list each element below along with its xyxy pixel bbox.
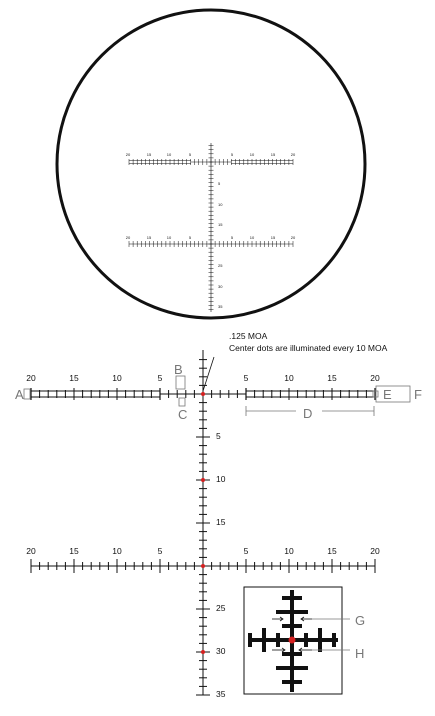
scope-h-label: 15 [270,152,276,157]
callout-a: A [15,387,24,402]
center-dot [201,392,205,396]
scope-h-label: 5 [188,152,192,157]
center-dot [201,650,205,654]
detail-h-label: 10 [284,373,294,383]
detail-h-label: 5 [243,373,249,383]
scope-h-label: 20 [125,152,131,157]
detail-v-label: 5 [216,431,221,441]
center-dot [201,478,205,482]
bracket-a [24,389,30,399]
bracket-f [376,386,410,402]
detail-h-label: 20 [370,373,380,383]
detail-v-label: 25 [216,603,226,613]
scope-h-label: 10 [249,235,255,240]
note-leader-line [203,357,214,391]
scope-h-label: 10 [166,152,172,157]
detail-h-label: 15 [69,373,79,383]
scope-h-label: 5 [230,152,234,157]
scope-h-label: 15 [146,235,152,240]
scope-h-label: 5 [230,235,234,240]
detail-h-label-lower: 10 [112,546,122,556]
scope-v-label: 35 [218,304,223,309]
scope-v-label: 5 [218,181,221,186]
detail-h-label-lower: 20 [370,546,380,556]
scope-h-label: 10 [166,235,172,240]
scope-v-label: 30 [218,284,223,289]
detail-h-label-lower: 10 [284,546,294,556]
detail-h-label-lower: 5 [157,546,163,556]
scope-h-label: 20 [290,152,296,157]
scope-h-label: 15 [270,235,276,240]
detail-v-label: 10 [216,474,226,484]
bracket-c [179,398,185,406]
detail-v-label: 15 [216,517,226,527]
callout-h: H [355,646,365,661]
note-center-dots: Center dots are illuminated every 10 MOA [229,343,388,353]
detail-h-label-lower: 5 [243,546,249,556]
detail-h-label: 15 [327,373,337,383]
detail-h-label-lower: 20 [26,546,36,556]
detail-v-label: 30 [216,646,226,656]
detail-h-label: 5 [157,373,163,383]
scope-h-label: 20 [125,235,131,240]
scope-view [57,10,365,318]
scope-v-label: 15 [218,222,223,227]
detail-h-label-lower: 15 [327,546,337,556]
inset-center-dot [289,637,296,644]
center-dot [201,564,205,568]
callout-f: F [414,387,422,402]
scope-v-label: 10 [218,202,223,207]
detail-h-label: 10 [112,373,122,383]
scope-h-label: 5 [188,235,192,240]
scope-h-label: 10 [249,152,255,157]
callout-d: D [303,406,313,421]
note-moa: .125 MOA [229,331,268,341]
callout-b: B [174,362,183,377]
bracket-b [176,376,185,389]
scope-h-label: 15 [146,152,152,157]
detail-h-label: 20 [26,373,36,383]
detail-h-label-lower: 15 [69,546,79,556]
scope-h-label: 20 [290,235,296,240]
detail-reticle [15,331,422,699]
scope-v-label: 25 [218,263,223,268]
center-dot-inset [244,587,350,694]
callout-g: G [355,613,366,628]
detail-v-label: 35 [216,689,226,699]
callout-e: E [383,387,392,402]
callout-c: C [178,407,188,422]
